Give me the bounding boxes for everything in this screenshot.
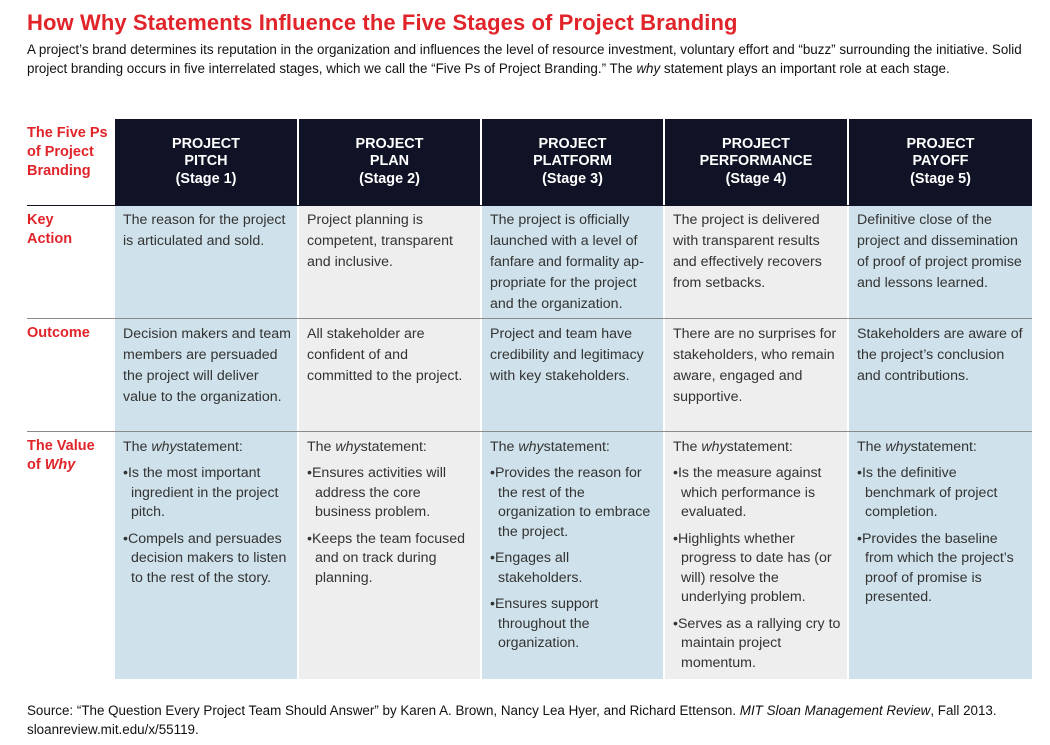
why-word: why	[518, 439, 544, 455]
value-prefix: The Value of	[27, 438, 95, 473]
bullet: •Is the most important ingredient in the project pitch.	[123, 465, 279, 520]
header-plan	[299, 119, 480, 205]
why-heading	[857, 437, 1026, 458]
divider	[27, 431, 1032, 432]
outcome-payoff: Stakeholders are aware of the project’s conclusion and contributions.	[849, 319, 1032, 431]
header-name-line1: PROJECT	[355, 135, 424, 152]
branding-table	[27, 119, 1032, 679]
header-stage: (Stage 5)	[910, 170, 971, 187]
key-action-platform: The project is officially launched with a level of fanfare and formality appropriate for the project and the organization.	[482, 205, 663, 318]
header-name-line1: PROJECT	[172, 135, 240, 152]
header-name-line2: PERFORMANCE	[699, 153, 813, 170]
divider	[27, 318, 1032, 319]
header-name-line1: PROJECT	[538, 135, 607, 152]
value-why-platform	[482, 432, 663, 679]
why-post: statement:	[176, 439, 243, 455]
value-why: Why	[44, 457, 76, 473]
why-pre: The	[307, 439, 336, 455]
why-word: why	[885, 439, 911, 455]
why-post: statement:	[543, 439, 610, 455]
header-pitch	[115, 119, 297, 205]
key-action-plan: Project planning is competent, transparent and inclusive.	[299, 205, 480, 318]
divider	[27, 205, 1032, 206]
why-pre: The	[123, 439, 152, 455]
value-why-performance	[665, 432, 847, 679]
outcome-pitch: Decision makers and team members are persuaded the project will deliver value to the organization.	[115, 319, 297, 431]
value-why-plan	[299, 432, 480, 679]
header-platform	[482, 119, 663, 205]
why-word: why	[335, 439, 361, 455]
outcome-platform: Project and team have credibility and legitimacy with key stakeholders.	[482, 319, 663, 431]
intro-text-2: statement plays an important role at each stage.	[660, 61, 950, 76]
bullet: •Keeps the team focused and on track during planning.	[307, 530, 465, 586]
why-heading	[673, 437, 841, 458]
bullet: •Serves as a rallying cry to maintain project momentum.	[673, 615, 841, 671]
key-action-performance: The project is delivered with transparent results and effectively recovers from setbacks.	[665, 205, 847, 318]
header-stage: (Stage 3)	[542, 170, 603, 187]
key-action-pitch: The reason for the project is articulated and sold.	[115, 205, 297, 318]
intro-why: why	[636, 61, 661, 76]
source-journal: MIT Sloan Management Review	[739, 703, 931, 718]
header-name-line2: PLATFORM	[533, 153, 612, 170]
bullet: •Compels and persuades decision makers to listen to the rest of the story.	[123, 530, 287, 586]
header-name-line1: PROJECT	[722, 135, 790, 152]
why-heading	[123, 437, 291, 458]
intro-paragraph	[27, 40, 1027, 78]
bullet: •Engages all stakeholders.	[490, 550, 583, 586]
outcome-performance: There are no surprises for stakeholders, who remain aware, engaged and supportive.	[665, 319, 847, 431]
outcome-plan: All stakeholder are confident of and committed to the project.	[299, 319, 480, 431]
bullet: •Ensures support throughout the organization.	[490, 596, 599, 651]
bullet: •Is the definitive benchmark of project completion.	[857, 465, 998, 520]
bullet: •Highlights whether progress to date has (or will) resolve the underlying problem.	[673, 530, 832, 605]
row-label-five-ps: The Five Ps of Project Branding	[27, 125, 108, 179]
value-why-payoff	[849, 432, 1032, 679]
value-why-pitch	[115, 432, 297, 679]
why-pre: The	[857, 439, 886, 455]
header-performance	[665, 119, 847, 205]
header-stage: (Stage 2)	[359, 170, 420, 187]
page-title: How Why Statements Influence the Five Stages of Project Branding	[27, 10, 738, 35]
why-heading	[490, 437, 657, 458]
key-action-payoff: Definitive close of the project and dissemination of proof of project promise and lessons learned.	[849, 205, 1032, 318]
source-text-2: , Fall 2013. sloanreview.mit.edu/x/55119.	[27, 703, 997, 737]
row-label-outcome: Outcome	[27, 325, 90, 341]
header-stage: (Stage 4)	[725, 170, 787, 187]
header-stage: (Stage 1)	[175, 170, 237, 187]
intro-text-1: A project’s brand determines its reputation in the organization and influences the level of resource investment, voluntary effort and “buzz” surrounding the initiative. Solid project branding occurs in five interrelated stages, which we call the “Five Ps of Project Branding.” The	[27, 42, 1022, 76]
bullet: •Provides the reason for the rest of the organization to embrace the project.	[490, 465, 651, 540]
header-name-line1: PROJECT	[906, 135, 975, 152]
source-text-1: Source: “The Question Every Project Team Should Answer” by Karen A. Brown, Nancy Lea Hyer, and Richard Ettenson.	[27, 703, 740, 718]
header-payoff	[849, 119, 1032, 205]
why-heading	[307, 437, 474, 458]
why-word: why	[701, 439, 727, 455]
header-name-line2: PAYOFF	[912, 153, 969, 170]
bullet: •Is the measure against which performance is evaluated.	[673, 465, 822, 520]
row-label-key-action: Key Action	[27, 212, 73, 247]
source-citation	[27, 701, 1027, 739]
why-pre: The	[490, 439, 519, 455]
bullet: •Ensures activities will address the core business problem.	[307, 465, 447, 520]
why-word: why	[151, 439, 177, 455]
why-pre: The	[673, 439, 702, 455]
why-post: statement:	[910, 439, 977, 455]
bullet: •Provides the baseline from which the project’s proof of promise is presented.	[857, 530, 1014, 605]
header-name-line2: PITCH	[184, 153, 228, 170]
why-post: statement:	[360, 439, 427, 455]
row-label-value-of-why	[27, 437, 107, 475]
header-name-line2: PLAN	[369, 153, 410, 170]
why-post: statement:	[726, 439, 793, 455]
